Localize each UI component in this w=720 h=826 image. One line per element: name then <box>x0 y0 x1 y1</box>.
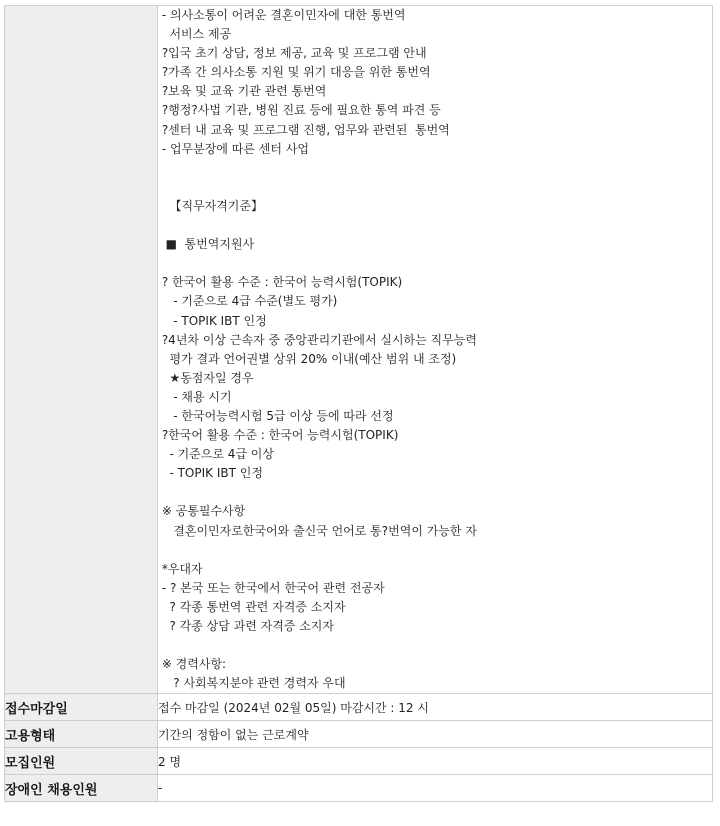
description-line: - ? 본국 또는 한국에서 한국어 관련 전공자 <box>158 580 385 595</box>
description-line: - 기준으로 4급 수준(별도 평가) <box>158 294 338 309</box>
description-line <box>158 483 712 502</box>
description-line: ?입국 초기 상담, 정보 제공, 교육 및 프로그램 안내 <box>158 46 427 61</box>
description-line <box>158 636 712 655</box>
description-line: - 기준으로 4급 이상 <box>158 447 274 462</box>
employment-type-row <box>5 721 713 748</box>
description-line: *우대자 <box>158 561 203 576</box>
description-line: ? 사회복지분야 관련 경력자 우대 <box>158 676 346 691</box>
description-line: 평가 결과 언어권별 상위 20% 이내(예산 범위 내 조정) <box>158 351 457 366</box>
headcount-label: 모집인원 <box>5 748 158 775</box>
job-description-header-cell <box>5 6 158 694</box>
description-line <box>158 541 712 560</box>
description-line: - 한국어능력시험 5급 이상 등에 따라 선정 <box>158 408 394 423</box>
headcount-row <box>5 748 713 775</box>
description-line: 서비스 제공 <box>158 27 232 42</box>
description-line: - 의사소통이 어려운 결혼이민자에 대한 통번역 <box>158 8 406 22</box>
deadline-label: 접수마감일 <box>5 694 158 721</box>
description-line: ?센터 내 교육 및 프로그램 진행, 업무와 관련된 통번역 <box>158 122 450 137</box>
description-line: - 업무분장에 따른 센터 사업 <box>158 141 309 156</box>
description-line: ?4년차 이상 근속자 중 중앙관리기관에서 실시하는 직무능력 <box>158 332 477 347</box>
description-line <box>158 216 712 235</box>
deadline-row <box>5 694 713 721</box>
description-line: ? 각종 상담 과련 자격증 소지자 <box>158 619 334 633</box>
description-line: - TOPIK IBT 인정 <box>158 466 263 481</box>
description-line <box>158 178 712 197</box>
disability-hiring-label: 장애인 채용인원 <box>5 775 158 802</box>
disability-hiring-row <box>5 775 713 802</box>
employment-type-label: 고용형태 <box>5 721 158 748</box>
job-description-cell <box>158 6 713 694</box>
description-line: ? 각종 통번역 관련 자격증 소지자 <box>158 599 346 614</box>
description-line: ■ 통번역지원사 <box>158 237 255 252</box>
description-line <box>158 159 712 178</box>
description-line: ?보육 및 교육 기관 관련 통번역 <box>158 84 327 99</box>
job-posting-table <box>4 5 713 802</box>
description-line: ?한국어 활용 수준 : 한국어 능력시험(TOPIK) <box>158 428 399 443</box>
disability-hiring-value: - <box>158 775 713 802</box>
employment-type-value: 기간의 정함이 없는 근로계약 <box>158 721 713 748</box>
description-line: 결혼이민자로한국어와 출신국 언어로 통?번역이 가능한 자 <box>158 523 477 538</box>
headcount-value: 2 명 <box>158 748 713 775</box>
description-line: - TOPIK IBT 인정 <box>158 313 267 328</box>
job-description-row <box>5 6 713 694</box>
deadline-value: 접수 마감일 (2024년 02월 05일) 마감시간 : 12 시 <box>158 694 713 721</box>
description-line: ?행정?사법 기관, 병원 진료 등에 필요한 통역 파견 등 <box>158 103 441 118</box>
description-line: - 채용 시기 <box>158 389 232 404</box>
description-line: ★동점자일 경우 <box>158 370 254 385</box>
description-line: 【직무자격기준】 <box>158 198 263 213</box>
description-line <box>158 254 712 273</box>
description-line: ?가족 간 의사소통 지원 및 위기 대응을 위한 통번역 <box>158 65 431 80</box>
job-description-text <box>158 6 712 693</box>
description-line: ? 한국어 활용 수준 : 한국어 능력시험(TOPIK) <box>158 275 403 290</box>
description-line: ※ 경력사항: <box>158 657 227 672</box>
description-line: ※ 공통필수사항 <box>158 504 246 519</box>
